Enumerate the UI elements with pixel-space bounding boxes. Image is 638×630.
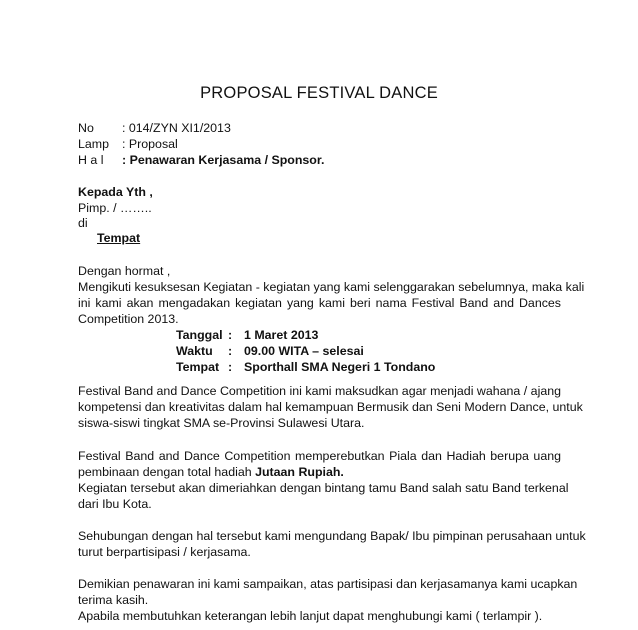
- event-date: [176, 328, 318, 343]
- event-place-value: Sporthall SMA Negeri 1 Tondano: [244, 360, 436, 374]
- para1-line3: Competition 2013.: [78, 312, 179, 326]
- para2-line2: kompetensi dan kreativitas dalam hal kemampuan Bermusik dan Seni Modern Dance, untuk: [78, 400, 583, 414]
- para3-line4: dari Ibu Kota.: [78, 497, 152, 511]
- event-date-label: Tanggal: [176, 328, 223, 342]
- header-no: [78, 121, 231, 136]
- event-place: [176, 360, 435, 375]
- event-time-value: 09.00 WITA – selesai: [244, 344, 364, 358]
- header-no-value: : 014/ZYN XI1/2013: [122, 121, 231, 135]
- para4-line1: Sehubungan dengan hal tersebut kami mengundang Bapak/ Ibu pimpinan perusahaan untuk: [78, 529, 586, 543]
- header-hal: [78, 153, 324, 168]
- para3-line2: [78, 465, 344, 480]
- recipient-line3: di: [78, 216, 88, 230]
- para3-line3: Kegiatan tersebut akan dimeriahkan dengan bintang tamu Band salah satu Band terkenal: [78, 481, 569, 495]
- event-place-sep: :: [228, 360, 233, 374]
- recipient-line2: Pimp. / ……..: [78, 201, 152, 215]
- greeting: Dengan hormat ,: [78, 264, 171, 278]
- header-hal-value: : Penawaran Kerjasama / Sponsor.: [122, 153, 325, 167]
- para1-line2: ini kami akan mengadakan kegiatan yang kami beri nama Festival Band and Dances: [78, 296, 561, 310]
- para2-line3: siswa-siswi tingkat SMA se-Provinsi Sulawesi Utara.: [78, 416, 365, 430]
- event-date-value: 1 Maret 2013: [244, 328, 319, 342]
- recipient-place: Tempat: [97, 231, 141, 245]
- para5-line3: Apabila membutuhkan keterangan lebih lanjut dapat menghubungi kami ( terlampir ).: [78, 609, 543, 623]
- para1-line1: Mengikuti kesuksesan Kegiatan - kegiatan yang kami selenggarakan sebelumnya, maka kali: [78, 280, 585, 294]
- event-time-sep: :: [228, 344, 233, 358]
- para5-line1: Demikian penawaran ini kami sampaikan, atas partisipasi dan kerjasamanya kami ucapkan: [78, 577, 578, 591]
- para2-line1: Festival Band and Dance Competition ini kami maksudkan agar menjadi wahana / ajang: [78, 384, 561, 398]
- header-hal-label: H a l: [78, 153, 104, 167]
- para3-line1: Festival Band and Dance Competition memperebutkan Piala dan Hadiah berupa uang: [78, 449, 561, 463]
- recipient-line1: Kepada Yth ,: [78, 185, 153, 199]
- header-lamp-value: : Proposal: [122, 137, 178, 151]
- header-no-label: No: [78, 121, 94, 135]
- document-title: PROPOSAL FESTIVAL DANCE: [200, 84, 438, 102]
- header-lamp: [78, 137, 178, 152]
- event-time-label: Waktu: [176, 344, 213, 358]
- prize-amount: Jutaan Rupiah.: [255, 465, 344, 479]
- para4-line2: turut berpartisipasi / kerjasama.: [78, 545, 251, 559]
- header-lamp-label: Lamp: [78, 137, 109, 151]
- event-place-label: Tempat: [176, 360, 220, 374]
- para5-line2: terima kasih.: [78, 593, 149, 607]
- event-date-sep: :: [228, 328, 233, 342]
- para3-line2-text: pembinaan dengan total hadiah: [78, 465, 256, 479]
- event-time: [176, 344, 364, 359]
